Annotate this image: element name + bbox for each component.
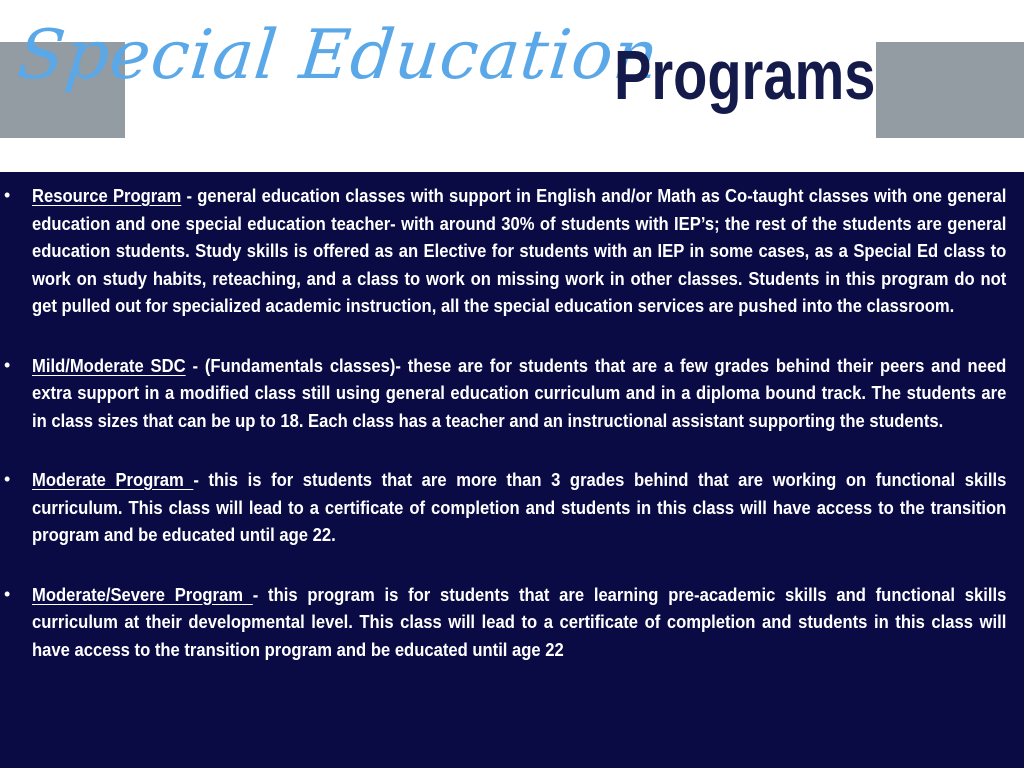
program-item-mild-moderate <box>0 352 1006 435</box>
program-title: Mild/Moderate SDC <box>32 354 186 376</box>
bullet-icon: • <box>4 469 11 489</box>
program-text: - this program is for students that are learning pre-academic skills and functional skills curriculum at their developmental level. This class will lead to a certificate of completion and students in this class will have access to the transition program and be educated until age 22 <box>32 583 1007 660</box>
program-description <box>32 581 1006 664</box>
header <box>0 0 1024 172</box>
program-list <box>0 172 1024 768</box>
program-title: Moderate/Severe Program <box>32 583 253 605</box>
bullet-icon: • <box>4 185 11 205</box>
title-programs: Programs <box>614 36 876 114</box>
title-special-education: Special Education <box>13 16 663 95</box>
program-text: - general education classes with support in English and/or Math as Co-taught classes with one general education and one special education teacher- with around 30% of students with IEP’s; the rest of the students are general education students. Study skills is offered as an Elective for students with an IEP in some cases, as a Special Ed class to work on study habits, reteaching, and a class to work on missing work in other classes. Students in this program do not get pulled out for specialized academic instruction, all the special education services are pushed into the classroom. <box>32 185 1007 316</box>
program-text: - this is for students that are more than 3 grades behind that are working on functional skills curriculum. This class will lead to a certificate of completion and students in this class will have access to the transition program and be educated until age 22. <box>32 469 1007 545</box>
program-item-moderate <box>0 466 1006 549</box>
program-description <box>32 182 1006 320</box>
program-text: - (Fundamentals classes)- these are for students that are a few grades behind their peers and need extra support in a modified class still using general education curriculum and in a diploma bound track. The students are in class sizes that can be up to 18. Each class has a teacher and an instructional assistant supporting the students. <box>32 354 1007 431</box>
bullet-icon: • <box>4 354 11 375</box>
program-title: Resource Program <box>32 185 182 206</box>
program-item-moderate-severe <box>0 581 1006 664</box>
bullet-icon: • <box>4 583 11 604</box>
program-item-resource <box>0 182 1006 320</box>
program-title: Moderate Program <box>32 469 194 490</box>
program-description <box>32 466 1006 549</box>
right-gray-decor-block <box>876 42 1024 138</box>
program-description <box>32 352 1006 435</box>
